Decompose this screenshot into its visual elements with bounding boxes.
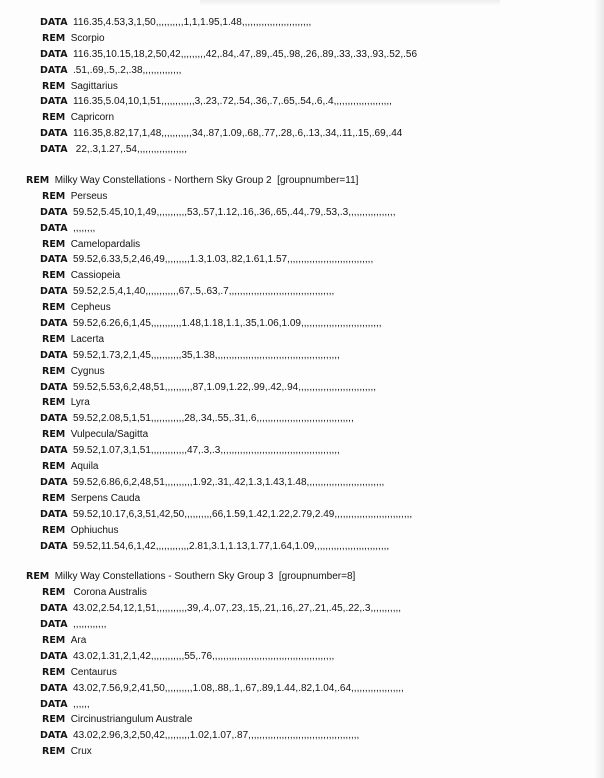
line-text: Scorpio	[70, 32, 105, 44]
code-line-data	[26, 316, 596, 332]
code-line-data	[26, 507, 596, 523]
code-line-data	[26, 205, 596, 221]
keyword: DATA	[40, 286, 68, 298]
keyword: DATA	[40, 206, 68, 218]
line-text: 59.52,6.86,6,2,48,51,,,,,,,,,,1.92,.31,.42,1.3,1.43,1.48,,,,,,,,,,,,,,,,,,,,,,,,,,,,	[73, 476, 385, 488]
line-text: Cygnus	[70, 365, 105, 377]
line-text: 59.52,5.45,10,1,49,,,,,,,,,,,53,.57,1.12,.16,.36,.65,.44,.79,.53,.3,,,,,,,,,,,,,,,,,	[73, 206, 396, 218]
line-text: Vulpecula/Sagitta	[70, 429, 149, 441]
keyword: REM	[42, 32, 66, 44]
line-text: Corona Australis	[70, 587, 147, 599]
code-line-data	[26, 475, 596, 491]
code-line-rem	[26, 237, 596, 253]
line-text: 43.02,2.54,12,1,51,,,,,,,,,,,39,.4,.07,.23,.15,.21,.16,.27,.21,.45,.22,.3,,,,,,,,,,,	[73, 603, 402, 615]
keyword: DATA	[40, 540, 68, 552]
line-text: Aquila	[70, 461, 99, 473]
code-line-data	[26, 63, 596, 79]
line-text: 59.52,6.33,5,2,46,49,,,,,,,,,1.3,1.03,.82,1.61,1.57,,,,,,,,,,,,,,,,,,,,,,,,,,,,,,,	[73, 254, 374, 266]
code-line-rem	[26, 395, 596, 411]
code-line-rem	[26, 110, 596, 126]
keyword: DATA	[40, 698, 68, 710]
code-line-data	[26, 380, 596, 396]
keyword: REM	[26, 175, 50, 187]
code-line-rem	[26, 459, 596, 475]
keyword: REM	[26, 571, 50, 583]
line-text: 59.52,5.53,6,2,48,51,,,,,,,,,,87,1.09,1.22,.99,.42,.94,,,,,,,,,,,,,,,,,,,,,,,,,,,,	[73, 381, 376, 393]
line-text: Circinustriangulum Australe	[70, 714, 193, 726]
scan-edge-shadow	[200, 0, 500, 6]
code-line-rem	[26, 665, 596, 681]
code-line-rem	[26, 427, 596, 443]
code-line-data	[26, 348, 596, 364]
line-text: 43.02,2.96,3,2,50,42,,,,,,,,,1.02,1.07,.87,,,,,,,,,,,,,,,,,,,,,,,,,,,,,,,,,,,,,,,,	[73, 730, 360, 742]
line-text: ,,,,,,	[73, 698, 90, 710]
code-line-data	[26, 649, 596, 665]
line-text: 116.35,4.53,3,1,50,,,,,,,,,,1,1,1.95,1.48,,,,,,,,,,,,,,,,,,,,,,,,,	[73, 17, 312, 28]
code-line-data	[26, 15, 596, 31]
keyword: DATA	[40, 508, 68, 520]
line-text: Centaurus	[70, 666, 117, 678]
group-header-southern	[26, 569, 596, 585]
line-text: Cassiopeia	[70, 270, 121, 282]
code-line-data	[26, 443, 596, 459]
line-text: ,,,,,,,,,,,,	[73, 619, 107, 631]
keyword: DATA	[40, 48, 68, 60]
keyword: REM	[42, 634, 66, 646]
line-text: Cepheus	[70, 302, 111, 314]
keyword: REM	[42, 302, 66, 314]
line-text: Ophiuchus	[70, 524, 119, 536]
keyword: REM	[42, 365, 66, 377]
code-line-data	[26, 94, 596, 110]
keyword: DATA	[40, 96, 68, 108]
keyword: REM	[42, 333, 66, 345]
code-line-rem	[26, 633, 596, 649]
code-line-data	[26, 284, 596, 300]
code-line-rem	[26, 189, 596, 205]
keyword: REM	[42, 587, 66, 599]
keyword: DATA	[40, 349, 68, 361]
code-line-data	[26, 539, 596, 555]
line-text: Ara	[70, 634, 87, 646]
line-text: 43.02,7.56,9,2,41,50,,,,,,,,,,1.08,.88,.1,.67,.89,1.44,.82,1.04,.64,,,,,,,,,,,,,,,,,,,	[73, 682, 404, 694]
keyword: REM	[42, 429, 66, 441]
line-text: Crux	[70, 746, 92, 758]
keyword: DATA	[40, 64, 68, 76]
code-line-rem	[26, 332, 596, 348]
code-line-data	[26, 601, 596, 617]
code-line-data	[26, 126, 596, 142]
keyword: REM	[42, 190, 66, 202]
line-text: 59.52,2.5,4,1,40,,,,,,,,,,,,67,.5,.63,.7,,,,,,,,,,,,,,,,,,,,,,,,,,,,,,,,,,,,,,	[73, 286, 335, 298]
keyword: DATA	[40, 682, 68, 694]
line-text: Lyra	[70, 397, 90, 409]
line-text: Lacerta	[70, 333, 105, 345]
line-text: 59.52,11.54,6,1,42,,,,,,,,,,,,2.81,3.1,1.13,1.77,1.64,1.09,,,,,,,,,,,,,,,,,,,,,,,,,,,	[73, 540, 390, 552]
basic-listing	[26, 15, 596, 760]
line-text: Perseus	[70, 190, 108, 202]
line-text: 59.52,10.17,6,3,51,42,50,,,,,,,,,,66,1.59,1.42,1.22,2.79,2.49,,,,,,,,,,,,,,,,,,,,,,,,,,,,	[73, 508, 413, 520]
line-text: 59.52,2.08,5,1,51,,,,,,,,,,,,28,.34,.55,.31,.6,,,,,,,,,,,,,,,,,,,,,,,,,,,,,,,,,,,	[73, 413, 354, 425]
code-line-rem	[26, 585, 596, 601]
code-line-rem	[26, 491, 596, 507]
code-line-data	[26, 411, 596, 427]
keyword: DATA	[40, 413, 68, 425]
line-text: ,,,,,,,,	[73, 222, 96, 234]
line-text: 59.52,1.73,2,1,45,,,,,,,,,,,35,1.38,,,,,,,,,,,,,,,,,,,,,,,,,,,,,,,,,,,,,,,,,,,,,	[73, 349, 340, 361]
code-line-rem	[26, 744, 596, 760]
keyword: DATA	[40, 128, 68, 140]
code-line-data	[26, 221, 596, 237]
keyword: REM	[42, 714, 66, 726]
code-line-rem	[26, 364, 596, 380]
keyword: DATA	[40, 619, 68, 631]
line-text: 116.35,5.04,10,1,51,,,,,,,,,,,,3,.23,.72,.54,.36,.7,.65,.54,.6,.4,,,,,,,,,,,,,,,,,,,,,	[73, 96, 392, 108]
line-text: Camelopardalis	[70, 238, 141, 250]
keyword: DATA	[40, 381, 68, 393]
line-text: 116.35,8.82,17,1,48,,,,,,,,,,,34,.87,1.09,.68,.77,.28,.6,.13,.34,.11,.15,.69,.44	[73, 128, 403, 140]
keyword: DATA	[40, 476, 68, 488]
code-line-data	[26, 681, 596, 697]
code-line-data	[26, 47, 596, 63]
line-text: 43.02,1.31,2,1,42,,,,,,,,,,,,55,.76,,,,,,,,,,,,,,,,,,,,,,,,,,,,,,,,,,,,,,,,,,,,	[73, 650, 335, 662]
line-text: 59.52,6.26,6,1,45,,,,,,,,,,,1.48,1.18,1.1,.35,1.06,1.09,,,,,,,,,,,,,,,,,,,,,,,,,,,,,	[73, 318, 382, 330]
keyword: DATA	[40, 222, 68, 234]
keyword: DATA	[40, 318, 68, 330]
keyword: REM	[42, 492, 66, 504]
line-text: 116.35,10.15,18,2,50,42,,,,,,,,,42,.84,.47,.89,.45,.98,.26,.89,.33,.33,.93,.52,.56	[73, 48, 418, 60]
code-line-rem	[26, 79, 596, 95]
code-line-data	[26, 728, 596, 744]
keyword: REM	[42, 112, 66, 124]
line-text: Capricorn	[70, 112, 115, 124]
code-line-rem	[26, 300, 596, 316]
keyword: DATA	[40, 445, 68, 457]
keyword: DATA	[40, 650, 68, 662]
keyword: DATA	[40, 254, 68, 266]
code-line-data	[26, 617, 596, 633]
blank-line	[26, 158, 596, 173]
code-line-rem	[26, 712, 596, 728]
group-header-northern	[26, 173, 596, 189]
blank-line	[26, 554, 596, 569]
keyword: DATA	[40, 144, 68, 156]
line-text: Sagittarius	[70, 80, 118, 92]
line-text: 22,.3,1.27,.54,,,,,,,,,,,,,,,,,,	[73, 144, 187, 156]
keyword: DATA	[40, 730, 68, 742]
line-text: .51,.69,.5,.2,.38,,,,,,,,,,,,,,	[73, 64, 182, 76]
keyword: REM	[42, 80, 66, 92]
group-title: Milky Way Constellations - Southern Sky Group 3 [groupnumber=8]	[54, 571, 356, 583]
group-title: Milky Way Constellations - Northern Sky Group 2 [groupnumber=11]	[54, 175, 359, 187]
keyword: DATA	[40, 603, 68, 615]
code-line-data	[26, 142, 596, 158]
keyword: REM	[42, 270, 66, 282]
code-line-rem	[26, 523, 596, 539]
keyword: REM	[42, 238, 66, 250]
code-line-rem	[26, 268, 596, 284]
keyword: REM	[42, 524, 66, 536]
keyword: REM	[42, 666, 66, 678]
line-text: 59.52,1.07,3,1,51,,,,,,,,,,,,,47,.3,.3,,,,,,,,,,,,,,,,,,,,,,,,,,,,,,,,,,,,,,,,,,,	[73, 445, 340, 457]
code-line-data	[26, 697, 596, 713]
keyword: REM	[42, 461, 66, 473]
line-text: Serpens Cauda	[70, 492, 141, 504]
keyword: REM	[42, 397, 66, 409]
keyword: REM	[42, 746, 66, 758]
code-line-data	[26, 252, 596, 268]
code-line-rem	[26, 31, 596, 47]
keyword: DATA	[40, 17, 68, 28]
